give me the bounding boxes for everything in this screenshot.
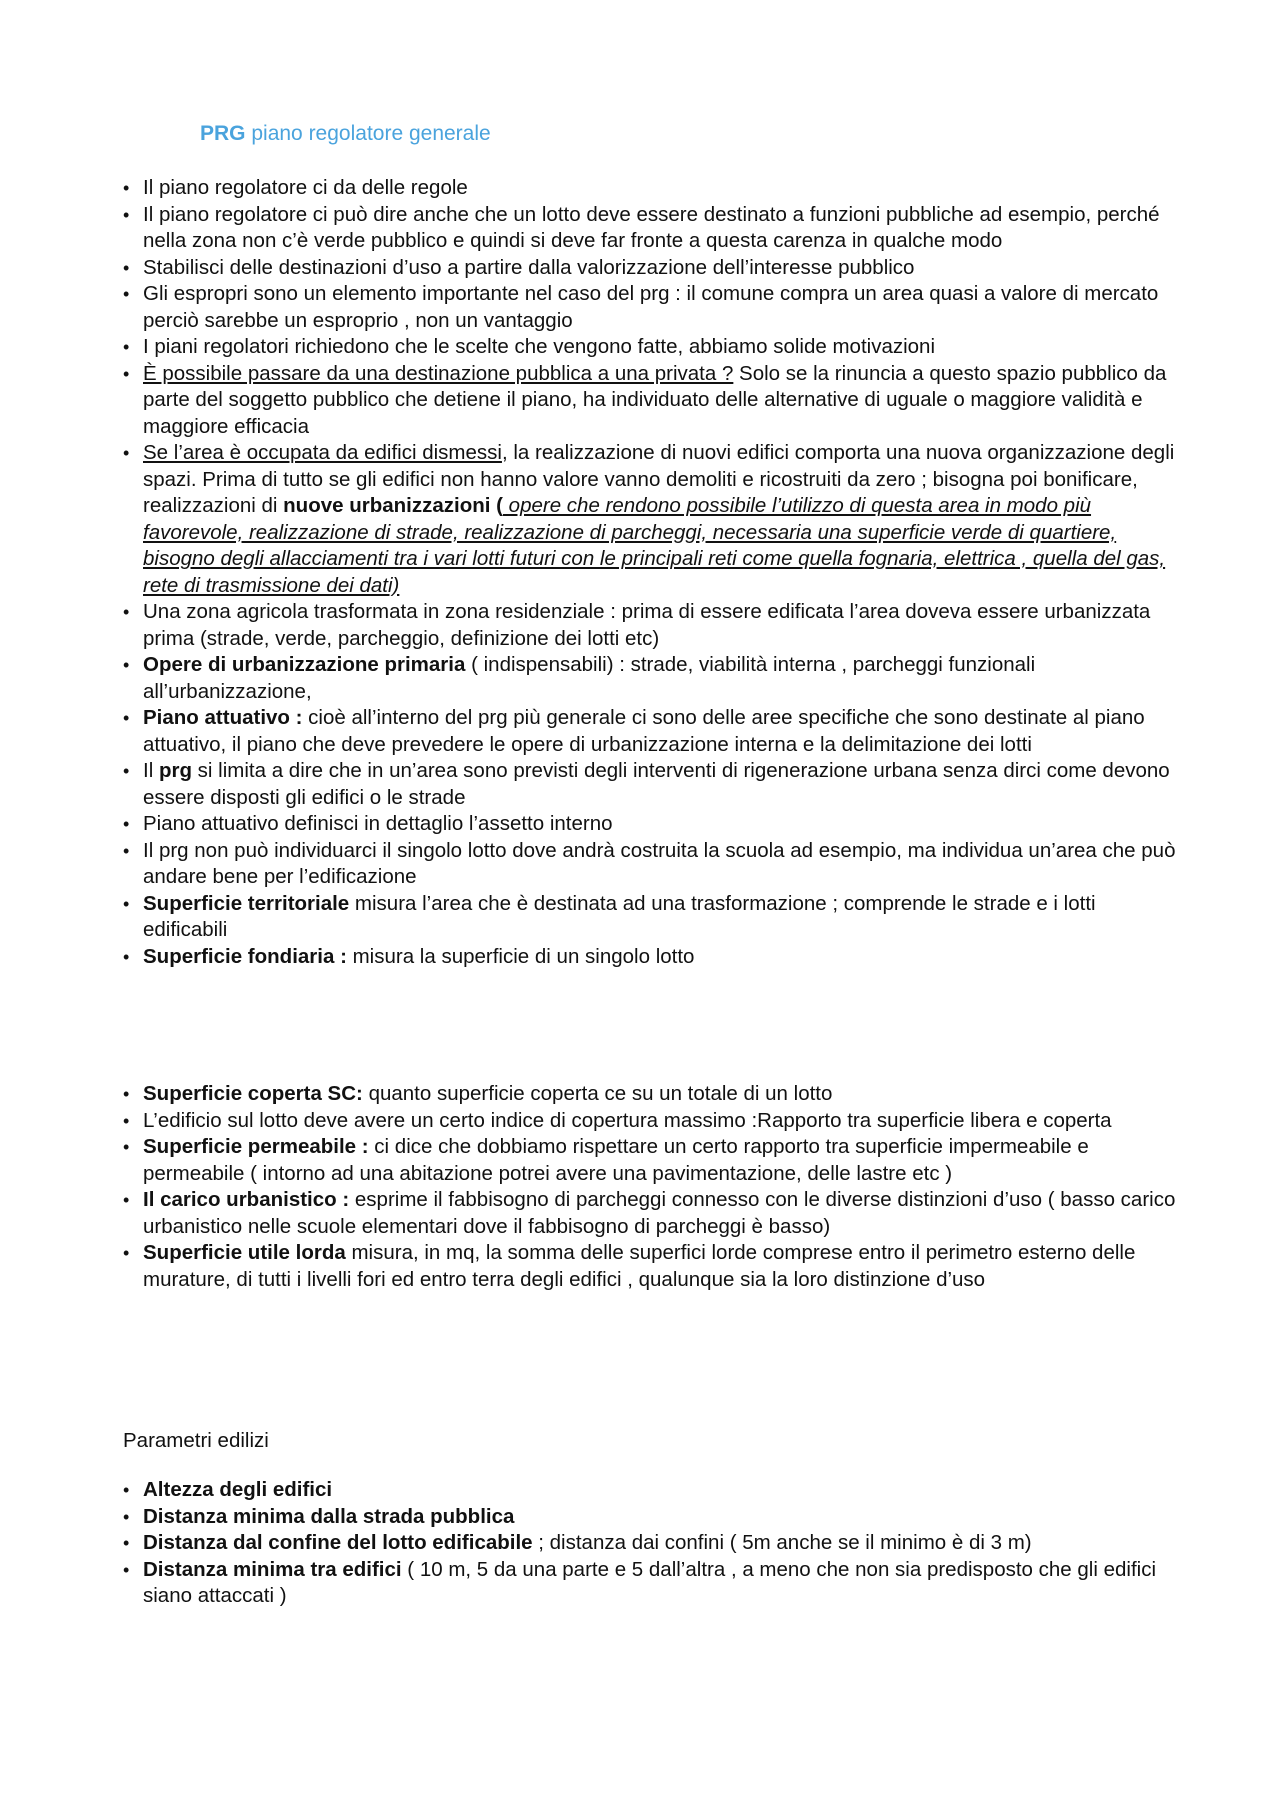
list-item: • Piano attuativo definisci in dettaglio l’assetto interno	[123, 811, 1183, 838]
list-item: • Se l’area è occupata da edifici dismessi, la realizzazione di nuovi edifici comporta una nuova organizzazione degli spazi. Prima di tutto se gli edifici non hanno valore vanno demoliti e ricostruiti da zero ; bisogna poi bonificare, realizzazioni di nuove urbanizzazioni ( opere che rendono possibile l’utilizzo di questa area in modo più favorevole, realizzazione di strade, realizzazione di parcheggi, necessaria una superficie verde di quartiere, bisogno degli allacciamenti tra i vari lotti futuri con le principali reti come quella fognaria, elettrica , quella del gas, rete di trasmissione dei dati)	[123, 440, 1183, 599]
title-bold: PRG	[200, 122, 246, 145]
list-item: • Superficie coperta SC: quanto superficie coperta ce su un totale di un lotto	[123, 1081, 1183, 1108]
list-item: • È possibile passare da una destinazione pubblica a una privata ? Solo se la rinuncia a questo spazio pubblico da parte del soggetto pubblico che detiene il piano, ha individuato delle alternative di uguale o maggiore validità e maggiore efficacia	[123, 361, 1183, 441]
section-heading: Parametri edilizi	[123, 1429, 269, 1452]
list-item: • Una zona agricola trasformata in zona residenziale : prima di essere edificata l’area doveva essere urbanizzata prima (strade, verde, parcheggio, definizione dei lotti etc)	[123, 599, 1183, 652]
bullet-list-surfaces	[123, 1081, 1183, 1293]
list-item: • L’edificio sul lotto deve avere un certo indice di copertura massimo :Rapporto tra superficie libera e coperta	[123, 1108, 1183, 1135]
list-item: • Altezza degli edifici	[123, 1477, 1183, 1504]
list-item: • Stabilisci delle destinazioni d’uso a partire dalla valorizzazione dell’interesse pubblico	[123, 255, 1183, 282]
list-item: • I piani regolatori richiedono che le scelte che vengono fatte, abbiamo solide motivazioni	[123, 334, 1183, 361]
list-item: • Piano attuativo : cioè all’interno del prg più generale ci sono delle aree specifiche che sono destinate al piano attuativo, il piano che deve prevedere le opere di urbanizzazione interna e la delimitazione dei lotti	[123, 705, 1183, 758]
list-item: • Superficie utile lorda misura, in mq, la somma delle superfici lorde comprese entro il perimetro esterno delle murature, di tutti i livelli fori ed entro terra degli edifici , qualunque sia la loro distinzione d’uso	[123, 1240, 1183, 1293]
list-item: • Il piano regolatore ci può dire anche che un lotto deve essere destinato a funzioni pubbliche ad esempio, perché nella zona non c’è verde pubblico e quindi si deve far fronte a questa carenza in qualche modo	[123, 202, 1183, 255]
title-rest: piano regolatore generale	[245, 122, 491, 145]
page-title	[200, 122, 491, 146]
list-item: • Il prg si limita a dire che in un’area sono previsti degli interventi di rigenerazione urbana senza dirci come devono essere disposti gli edifici o le strade	[123, 758, 1183, 811]
list-item: • Superficie territoriale misura l’area che è destinata ad una trasformazione ; comprende le strade e i lotti edificabili	[123, 891, 1183, 944]
list-item: • Gli espropri sono un elemento importante nel caso del prg : il comune compra un area quasi a valore di mercato perciò sarebbe un esproprio , non un vantaggio	[123, 281, 1183, 334]
list-item: • Distanza minima tra edifici ( 10 m, 5 da una parte e 5 dall’altra , a meno che non sia predisposto che gli edifici siano attaccati )	[123, 1557, 1183, 1610]
list-item: • Il prg non può individuarci il singolo lotto dove andrà costruita la scuola ad esempio, ma individua un’area che può andare bene per l’edificazione	[123, 838, 1183, 891]
list-item: • Il carico urbanistico : esprime il fabbisogno di parcheggi connesso con le diverse distinzioni d’uso ( basso carico urbanistico nelle scuole elementari dove il fabbisogno di parcheggi è basso)	[123, 1187, 1183, 1240]
list-item: • Distanza minima dalla strada pubblica	[123, 1504, 1183, 1531]
list-item: • Superficie fondiaria : misura la superficie di un singolo lotto	[123, 944, 1183, 971]
list-item: • Distanza dal confine del lotto edificabile ; distanza dai confini ( 5m anche se il minimo è di 3 m)	[123, 1530, 1183, 1557]
bullet-list-main	[123, 175, 1183, 970]
bullet-list-parameters	[123, 1477, 1183, 1610]
list-item: • Superficie permeabile : ci dice che dobbiamo rispettare un certo rapporto tra superficie impermeabile e permeabile ( intorno ad una abitazione potrei avere una pavimentazione, delle lastre etc )	[123, 1134, 1183, 1187]
list-item: • Il piano regolatore ci da delle regole	[123, 175, 1183, 202]
list-item: • Opere di urbanizzazione primaria ( indispensabili) : strade, viabilità interna , parcheggi funzionali all’urbanizzazione,	[123, 652, 1183, 705]
